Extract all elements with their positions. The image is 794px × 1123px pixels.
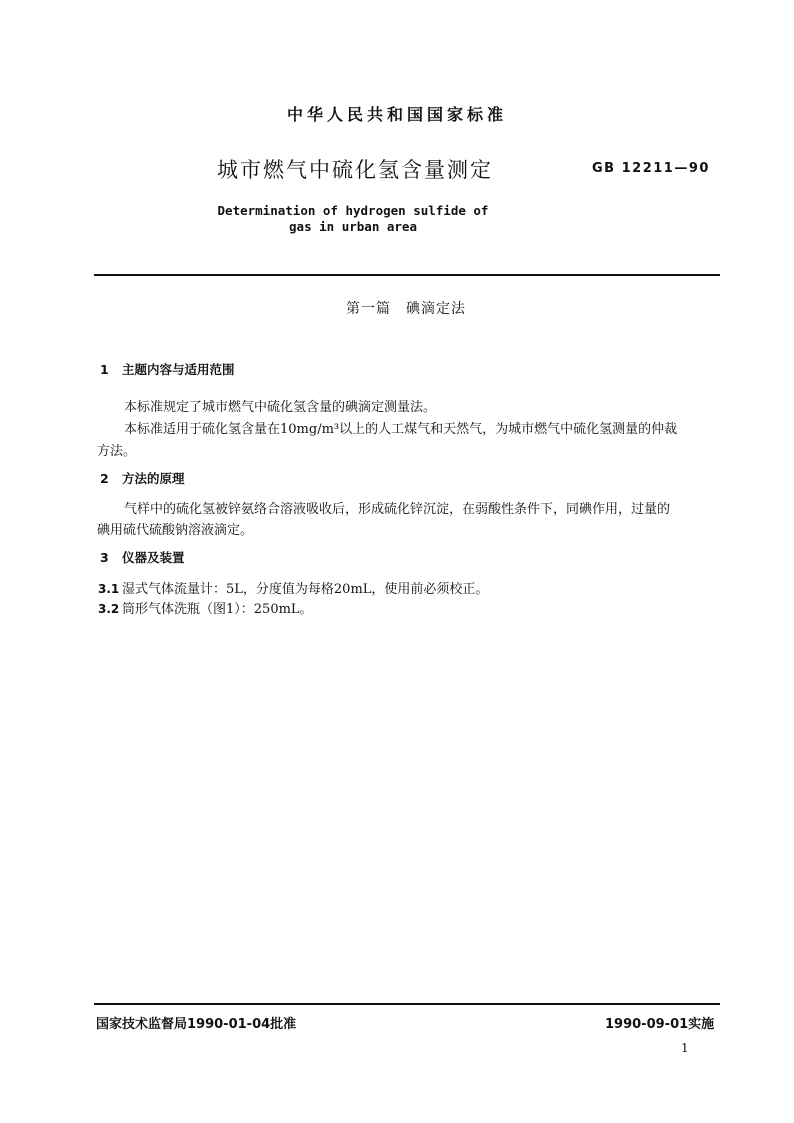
standard-title-english-line2: gas in urban area [289,219,417,234]
section-heading-1 [100,360,235,378]
section-title: 仪器及装置 [122,550,185,565]
section-2-paragraph-line1: 气样中的硫化氢被锌氨络合溶液吸收后，形成硫化锌沉淀，在弱酸性条件下，同碘作用，过量的 [124,502,671,517]
section-1-paragraph-2-line2: 方法。 [97,444,137,459]
subsection-number: 3.2 [98,602,120,616]
footer-divider [94,1003,720,1005]
section-1-paragraph-1: 本标准规定了城市燃气中硫化氢含量的碘滴定测量法。 [124,400,437,415]
subsection-3-1 [98,578,488,597]
effective-date: 1990-09-01实施 [605,1017,715,1032]
page-number: 1 [681,1041,689,1055]
subsection-text: 湿式气体流量计：5L，分度值为每格20mL，使用前必须校正。 [122,582,489,597]
section-2-paragraph-line2: 碘用硫代硫酸钠溶液滴定。 [97,523,254,538]
section-title: 主题内容与适用范围 [122,362,235,377]
section-number: 2 [100,471,109,486]
section-number: 1 [100,362,109,377]
part-title: 第一篇 碘滴定法 [346,301,466,317]
standard-title-english-line1: Determination of hydrogen sulfide of [217,203,489,218]
subsection-number: 3.1 [98,582,120,596]
section-heading-3 [100,548,185,566]
standard-code: GB 12211—90 [592,161,710,176]
section-heading-2 [100,469,185,487]
national-standard-heading: 中华人民共和国国家标准 [286,105,507,124]
subsection-text: 筒形气体洗瓶（图1）：250mL。 [122,602,313,617]
section-1-paragraph-2-line1: 本标准适用于硫化氢含量在10mg/m³以上的人工煤气和天然气，为城市燃气中硫化氢测量的仲裁 [124,422,678,437]
subsection-3-2 [98,598,313,617]
header-divider [94,274,720,276]
approval-note: 国家技术监督局1990-01-04批准 [96,1017,297,1032]
section-number: 3 [100,550,109,565]
standard-title-chinese: 城市燃气中硫化氢含量测定 [217,158,493,182]
section-title: 方法的原理 [122,471,185,486]
